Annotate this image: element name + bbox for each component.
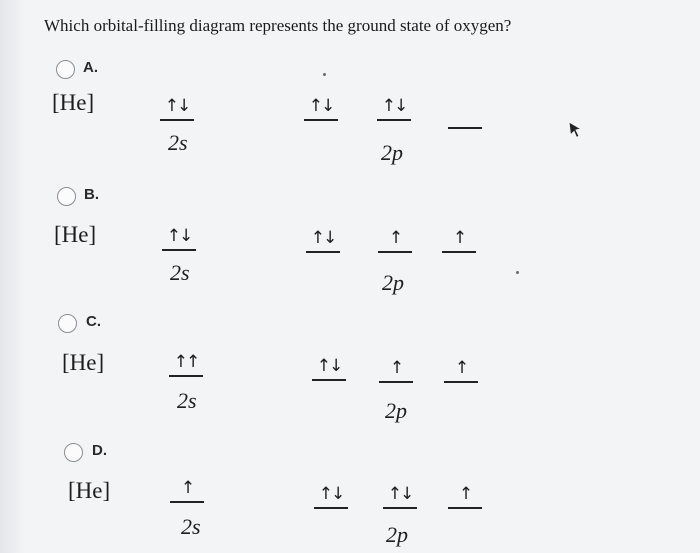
option-c-2p-orbital-1: [310, 356, 348, 392]
electron-arrows: ↑↓: [318, 484, 344, 504]
option-a-core-label: [He]: [52, 90, 95, 115]
option-c-core-label: [He]: [62, 350, 105, 375]
electron-arrows: ↑↓: [387, 484, 413, 504]
option-d-letter: D.: [92, 442, 107, 459]
option-d-2s-orbital: [168, 478, 206, 514]
option-a-letter: A.: [83, 59, 98, 76]
orbital-line: [306, 251, 340, 253]
electron-arrows: ↑↓: [308, 96, 334, 116]
option-c-2s-label: 2s: [177, 388, 197, 413]
electron-arrows: ↑: [388, 228, 402, 248]
orbital-line: [444, 381, 478, 383]
option-d-core-label: [He]: [68, 478, 111, 503]
option-b-2p-orbital-2: [376, 228, 414, 264]
orbital-line: [383, 507, 417, 509]
electron-arrows: ↑: [389, 358, 403, 378]
option-b-2s-label: 2s: [170, 260, 190, 285]
option-b-2s-orbital: [160, 226, 198, 262]
electron-arrows: ↑↓: [310, 228, 336, 248]
orbital-line: [448, 507, 482, 509]
orbital-line: [378, 251, 412, 253]
electron-arrows: ↑↓: [164, 96, 190, 116]
orbital-line: [379, 381, 413, 383]
electron-arrows: ↑: [458, 484, 472, 504]
orbital-line: [442, 251, 476, 253]
option-b-letter: B.: [84, 186, 99, 203]
option-c-2s-orbital: [167, 352, 205, 388]
electron-arrows: ↑↓: [316, 356, 342, 376]
electron-arrows: ↑: [180, 478, 194, 498]
option-d-2p-label: 2p: [386, 522, 408, 547]
orbital-line: [312, 379, 346, 381]
option-d-2s-label: 2s: [181, 514, 201, 539]
option-b-radio[interactable]: [57, 187, 76, 206]
arrow-cursor-icon: [567, 121, 583, 139]
option-a-2s-label: 2s: [168, 130, 188, 155]
speck: [323, 73, 326, 76]
option-b-2p-label: 2p: [382, 270, 404, 295]
option-d-2p-orbital-3: [446, 484, 484, 520]
orbital-line: [169, 375, 203, 377]
electron-arrows: ↑: [452, 228, 466, 248]
option-a-2p-label: 2p: [381, 140, 403, 165]
option-b-2p-orbital-1: [304, 228, 342, 264]
option-b-2p-orbital-3: [440, 228, 478, 264]
option-c-2p-orbital-2: [377, 358, 415, 394]
orbital-line: [162, 249, 196, 251]
option-d-2p-orbital-1: [312, 484, 350, 520]
option-c-radio[interactable]: [58, 314, 77, 333]
orbital-line: [314, 507, 348, 509]
question-text: Which orbital-filling diagram represents the ground state of oxygen?: [44, 16, 512, 35]
electron-arrows: ↑↓: [166, 226, 192, 246]
option-c-2p-orbital-3: [442, 358, 480, 394]
speck: [516, 271, 519, 274]
orbital-line: [170, 501, 204, 503]
option-c-letter: C.: [86, 313, 101, 330]
option-b-core-label: [He]: [54, 222, 97, 247]
electron-arrows: ↑↑: [173, 352, 199, 372]
electron-arrows: ↑: [454, 358, 468, 378]
option-d-radio[interactable]: [64, 443, 83, 462]
option-d-2p-orbital-2: [381, 484, 419, 520]
option-c-2p-label: 2p: [385, 398, 407, 423]
electron-arrows: ↑↓: [381, 96, 407, 116]
